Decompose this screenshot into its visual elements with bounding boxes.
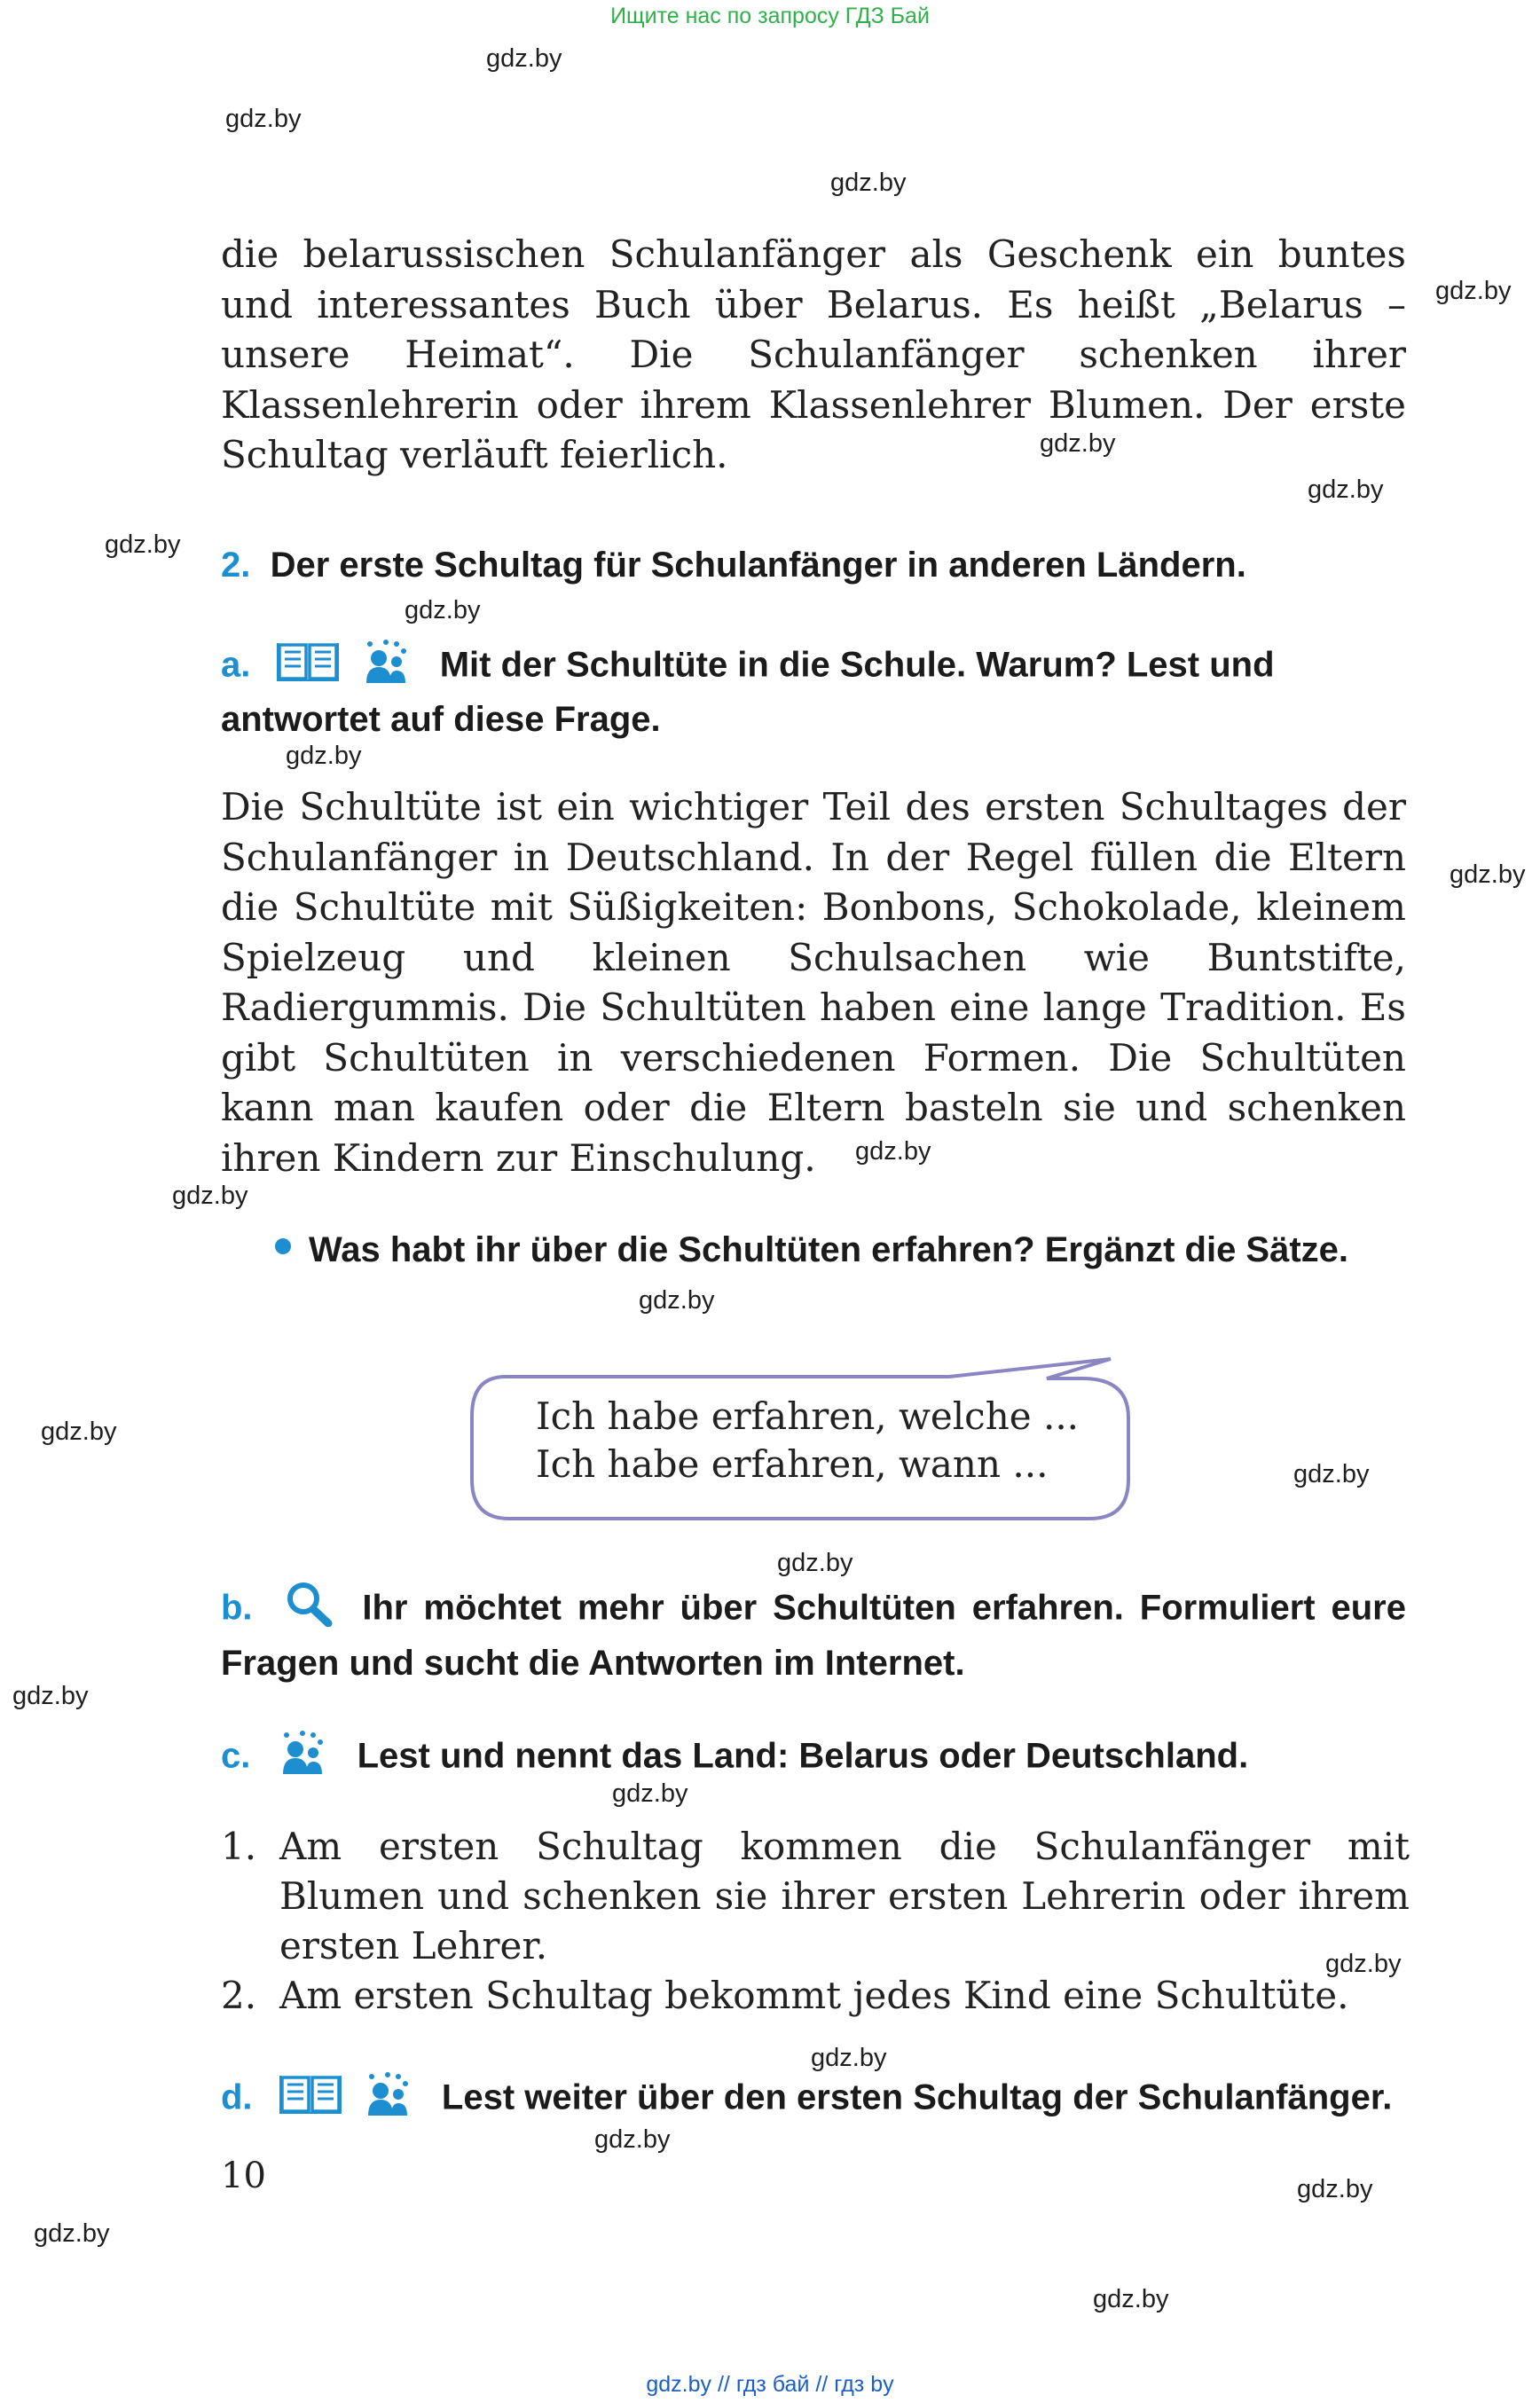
watermark: gdz.by	[105, 530, 181, 559]
intro-paragraph: die belarussischen Schulanfänger als Geschenk ein buntes und interessantes Buch über Belarus. Es heißt „Belarus – unsere Heimat“. Die Schulanfänger schenken ihrer Klassenlehrerin oder ihrem Klassenlehrer Blumen. Der erste Schultag verläuft feierlich.	[221, 232, 1406, 476]
watermark: gdz.by	[34, 2219, 110, 2248]
task-d-heading	[221, 2071, 1410, 2128]
watermark: gdz.by	[811, 2044, 887, 2072]
task-b-instruction: Ihr möchtet mehr über Schultüten erfahren. Formuliert eure Fragen und sucht die Antworten im Internet.	[221, 1588, 1406, 1683]
watermark: gdz.by	[1325, 1950, 1402, 1978]
task-b-letter: b.	[221, 1588, 253, 1628]
task-c-letter: c.	[221, 1736, 251, 1776]
watermark: gdz.by	[777, 1549, 853, 1577]
watermark: gdz.by	[225, 105, 302, 133]
watermark: gdz.by	[594, 2125, 671, 2154]
book-icon	[279, 2072, 342, 2127]
list-item	[221, 1971, 1410, 2021]
list-item	[221, 1822, 1410, 1971]
task-c-heading	[221, 1730, 1406, 1787]
watermark: gdz.by	[286, 742, 362, 770]
task-c-list	[221, 1822, 1410, 2021]
watermark: gdz.by	[639, 1286, 715, 1315]
task-d-instruction: Lest weiter über den ersten Schultag der Schulanfänger.	[441, 2077, 1393, 2117]
watermark: gdz.by	[1297, 2175, 1373, 2203]
watermark: gdz.by	[1435, 277, 1512, 305]
bubble-line: Ich habe erfahren, wann ...	[536, 1442, 1049, 1486]
list-item-number: 1.	[221, 1825, 257, 1868]
schultuete-text: Die Schultüte ist ein wichtiger Teil des ersten Schultages der Schulanfänger in Deutschland. In der Regel füllen die Eltern die Schultüte mit Süßigkeiten: Bonbons, Schokolade, kleinem Spielzeug und kleinen Schulsachen wie Buntstifte, Radiergummis. Die Schultüten haben eine lange Tradition. Es gibt Schultüten in verschiedenen Formen. Die Schultüten kann man kaufen oder die Eltern basteln sie und schenken ihren Kindern zur Einschulung.	[221, 785, 1406, 1180]
exercise-number: 2.	[221, 546, 251, 585]
footer-links: gdz.by // гдз бай // гдз by	[646, 2372, 894, 2397]
watermark: gdz.by	[612, 1779, 688, 1808]
bullet-question	[275, 1226, 1407, 1274]
speaking-people-icon	[361, 2071, 416, 2128]
exercise-title: Der erste Schultag für Schulanfänger in anderen Ländern.	[270, 546, 1246, 585]
watermark: gdz.by	[855, 1137, 931, 1166]
task-b-heading	[221, 1581, 1406, 1687]
watermark: gdz.by	[172, 1182, 248, 1210]
watermark: gdz.by	[1040, 429, 1116, 458]
magnifier-icon	[284, 1581, 334, 1639]
watermark: gdz.by	[1093, 2285, 1169, 2313]
list-item-number: 2.	[221, 1974, 257, 2017]
page-number: 10	[221, 2156, 266, 2196]
task-d-letter: d.	[221, 2077, 253, 2117]
task-a-instruction: Mit der Schultüte in die Schule. Warum? Lest und antwortet auf diese Frage.	[221, 645, 1275, 739]
task-c-instruction: Lest und nennt das Land: Belarus oder Deutschland.	[357, 1736, 1249, 1776]
exercise-heading	[221, 541, 1410, 589]
top-banner: Ищите нас по запросу ГДЗ Бай	[610, 4, 930, 28]
watermark: gdz.by	[486, 44, 562, 73]
watermark: gdz.by	[41, 1417, 117, 1446]
speaking-people-icon	[359, 639, 414, 695]
watermark: gdz.by	[1450, 860, 1526, 889]
watermark: gdz.by	[1308, 475, 1384, 504]
watermark: gdz.by	[405, 596, 481, 624]
bubble-line: Ich habe erfahren, welche ...	[536, 1394, 1080, 1438]
watermark: gdz.by	[830, 169, 907, 197]
speech-bubble	[470, 1355, 1130, 1520]
task-a-heading	[221, 639, 1406, 743]
watermark: gdz.by	[1293, 1460, 1370, 1488]
watermark: gdz.by	[12, 1682, 89, 1710]
list-item-text: Am ersten Schultag kommen die Schulanfänger mit Blumen und schenken sie ihrer ersten Lehrerin oder ihrem ersten Lehrer.	[279, 1825, 1410, 1967]
book-icon	[276, 640, 340, 695]
task-a-letter: a.	[221, 645, 251, 685]
bullet-dot	[275, 1238, 291, 1254]
bullet-question-text: Was habt ihr über die Schultüten erfahren? Ergänzt die Sätze.	[309, 1230, 1349, 1269]
speaking-people-icon	[276, 1730, 331, 1787]
list-item-text: Am ersten Schultag bekommt jedes Kind eine Schultüte.	[279, 1974, 1349, 2017]
